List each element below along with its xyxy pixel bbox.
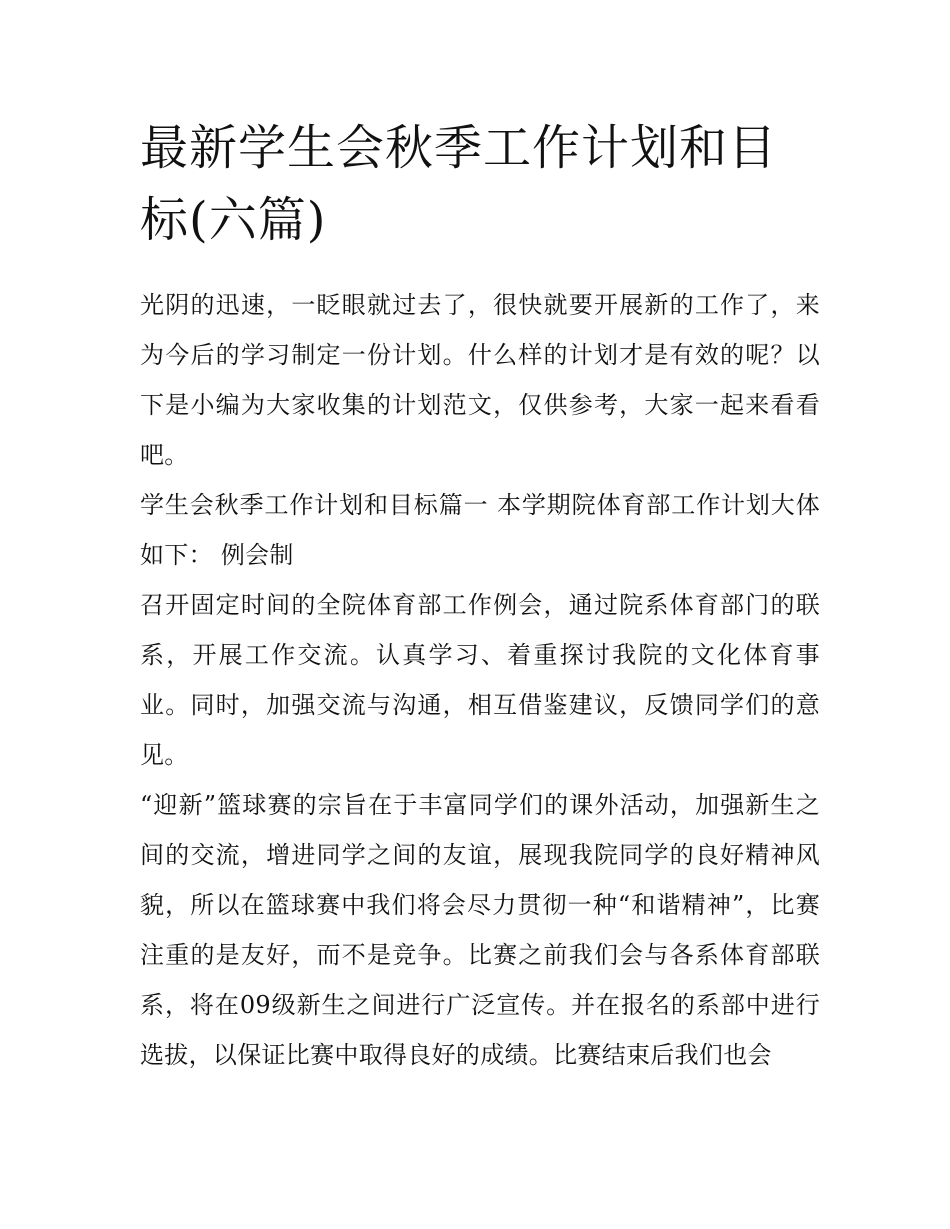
paragraph-meeting-system: 召开固定时间的全院体育部工作例会，通过院系体育部门的联系，开展工作交流。认真学习、着重探讨我院的文化体育事业。同时，加强交流与沟通，相互借鉴建议，反馈同学们的意见。: [140, 591, 820, 769]
paragraph-basketball: “迎新”篮球赛的宗旨在于丰富同学们的课外活动，加强新生之间的交流，增进同学之间的友谊，展现我院同学的良好精神风貌，所以在篮球赛中我们将会尽力贯彻一种“和谐精神”，比赛注重的是友好，而不是竞争。比赛之前我们会与各系体育部联系，将在09级新生之间进行广泛宣传。并在报名的系部中进行选拔，以保证比赛中取得良好的成绩。比赛结束后我们也会: [140, 791, 820, 1069]
paragraph-section-heading: 学生会秋季工作计划和目标篇一 本学期院体育部工作计划大体如下： 例会制: [140, 491, 820, 569]
paragraph-intro: 光阴的迅速，一眨眼就过去了，很快就要开展新的工作了，来为今后的学习制定一份计划。什么样的计划才是有效的呢？以下是小编为大家收集的计划范文，仅供参考，大家一起来看看吧。: [140, 291, 820, 469]
document-title: 最新学生会秋季工作计划和目标(六篇): [140, 120, 778, 248]
document-body: [140, 112, 820, 1080]
